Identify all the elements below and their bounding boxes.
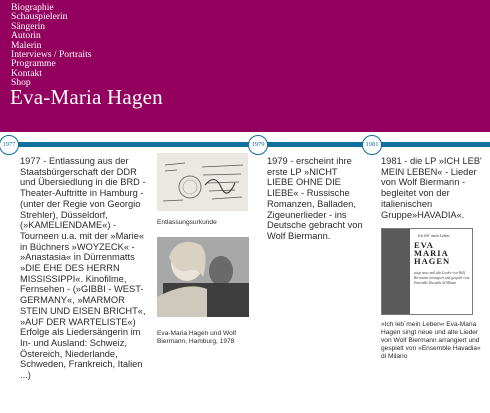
nav-item-interviews[interactable]: Interviews / Portraits — [11, 49, 92, 61]
site-header — [0, 0, 490, 132]
timeline-col-1977 — [20, 156, 148, 381]
timeline-col-1979 — [267, 156, 365, 242]
nav-item-autorin[interactable]: Autorin — [11, 30, 41, 42]
album-title-line-2: MARIA — [414, 248, 449, 258]
hagen-biermann-image — [157, 237, 249, 317]
nav-item-shop[interactable]: Shop — [11, 77, 31, 89]
nav-item-schauspielerin[interactable]: Schauspielerin — [11, 11, 68, 23]
album-photo-strip — [382, 229, 410, 315]
main-nav — [11, 3, 91, 88]
nav-item-biographie[interactable]: Biographie — [11, 2, 54, 13]
year-marker-1981[interactable]: 1981 — [362, 135, 382, 155]
nav-item-malerin[interactable]: Malerin — [11, 39, 42, 51]
entry-1977-text: 1977 - Entlassung aus der Staatsbürgerschaft der DDR und Übersiedlung in die BRD -Theater-Auftritte in Hamburg - (unter der Regie von Georgio Strehler), Düsseldorf,(»KAMELIENDAME«) - Tourneen u.a. mit der »Marie« in Büchners »WOYZECK« - »Anastasia« in Dürrenmatts »DIE EHE DES HERRN MISSISSIPPI«. Kinofilme, Fernsehen - (»GIBBI - WEST-GERMANY«, »MARMOR STEIN UND EISEN BRICHT«, »AUF DER WARTELISTE«) Erfolge als Liedersängerin im In- und Ausland: Schweiz, Östereich, Niederlande, Schweden, Frankreich, Italien ...) — [20, 156, 146, 381]
site-title: Eva-Maria Hagen — [10, 85, 163, 109]
timeline-col-1981 — [381, 156, 485, 220]
album-caption: »Ich leb´mein Leben« Eva-Maria Hagen singt neue und alte Lieder von Wolf Biermann arrangiert und gespielt von »Ensemble Havadia« di Milano — [381, 321, 481, 360]
hagen-biermann-caption: Eva-Maria Hagen und Wolf Biermann, Hamburg, 1978 — [157, 330, 237, 345]
certificate-caption: Entlassungsurkunde — [157, 219, 217, 226]
entry-1981-text: 1981 - die LP »ICH LEB' MEIN LEBEN« - Lieder von Wolf Biermann - begleitet von der italienischen Gruppe»HAVADIA«. — [381, 156, 482, 220]
album-title-line-1: EVA — [414, 240, 434, 250]
album-subtitle: singt neue und alte Lieder von Wolf Biermann arrangiert und gespielt vom Ensemble Havadia di Milano — [414, 271, 470, 285]
nav-item-saengerin[interactable]: Sängerin — [11, 20, 46, 32]
entry-1979-text: 1979 - erscheint ihre erste LP »NICHT LIEBE OHNE DIE LIEBE« - Russische Romanzen, Balladen, Zigeunerlieder - ins Deutsche gebracht von Wolf Biermann. — [267, 156, 363, 241]
album-cover — [381, 228, 473, 315]
album-title — [414, 241, 450, 265]
year-marker-1977[interactable]: 1977 — [0, 135, 19, 155]
year-marker-1979[interactable]: 1979 — [248, 135, 268, 155]
hagen-biermann-photo — [157, 237, 249, 317]
album-script: Ich leb' mein Leben — [418, 233, 450, 238]
nav-item-kontakt[interactable]: Kontakt — [11, 67, 42, 79]
nav-item-programme[interactable]: Programme — [11, 58, 56, 70]
certificate-image — [157, 153, 248, 211]
timeline-bar — [0, 142, 490, 147]
certificate-photo — [157, 153, 248, 211]
album-title-line-3: HAGEN — [414, 256, 451, 266]
